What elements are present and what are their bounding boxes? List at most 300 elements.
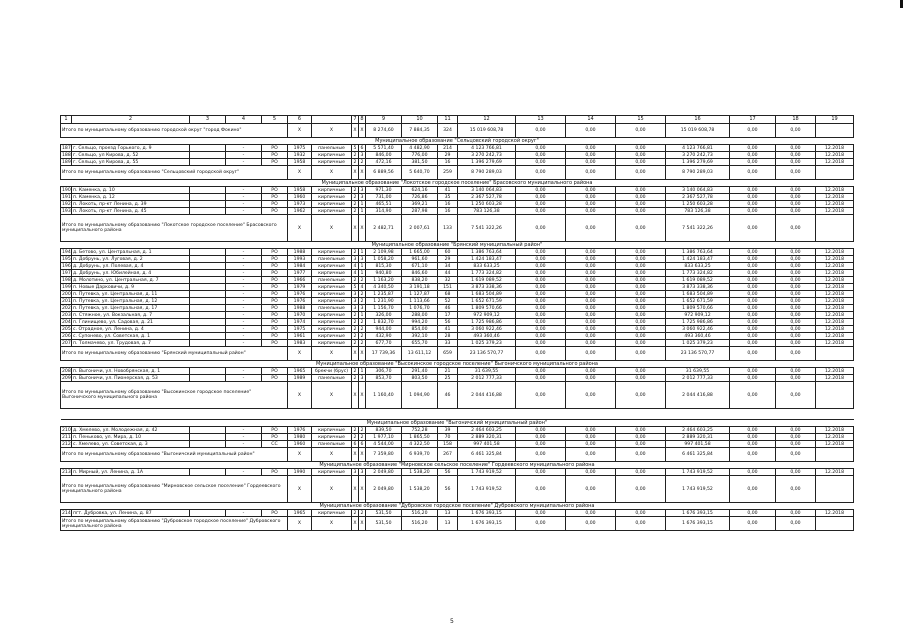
- table-cell: [190, 434, 226, 441]
- table-cell: 4 123 766,81: [458, 145, 516, 152]
- table-cell: 0,00: [776, 152, 816, 159]
- table-cell: 56: [438, 469, 458, 476]
- subtotal-cell: 7 884,35: [402, 124, 438, 138]
- table-cell: РО: [262, 270, 288, 277]
- table-cell: 0,00: [566, 277, 616, 284]
- table-cell: 1979: [288, 284, 312, 291]
- table-row: [61, 434, 854, 441]
- table-cell: 516,20: [402, 510, 438, 517]
- table-cell: 187: [62, 145, 71, 151]
- subtotal-label: Итого по муниципальному образованию "Дубровское городское поселение" Дубровского муниципального района: [61, 517, 288, 531]
- subtotal-cell: X: [288, 166, 312, 180]
- table-cell: 5 571,40: [366, 145, 402, 152]
- table-cell: 1976: [288, 291, 312, 298]
- table-cell: РО: [262, 326, 288, 333]
- table-cell: п. Путевка, ул. Центральная, д. 12: [72, 298, 190, 305]
- table-cell: 201: [62, 298, 71, 304]
- subtotal-cell: X: [359, 517, 366, 531]
- table-cell: 815,30: [366, 263, 402, 270]
- table-cell: 151: [438, 284, 458, 291]
- table-cell: [190, 145, 226, 152]
- table-cell: 3: [352, 469, 359, 476]
- table-cell: [190, 277, 226, 284]
- subtotal-cell: 0,00: [566, 476, 616, 503]
- table-cell: 493 360,46: [666, 333, 730, 340]
- subtotal-cell: 0,00: [566, 347, 616, 361]
- subtotal-cell: 0,00: [516, 166, 566, 180]
- header-cell: 18: [776, 116, 816, 124]
- table-cell: 0,00: [776, 375, 816, 382]
- table-cell: 0,00: [776, 270, 816, 277]
- table-cell: 16: [438, 201, 458, 208]
- table-cell: 0,00: [616, 326, 666, 333]
- subtotal-cell: 0,00: [566, 215, 616, 242]
- table-cell: 68: [438, 291, 458, 298]
- table-cell: 0,00: [730, 194, 776, 201]
- table-cell: п. Добрунь, ул. Луговая, д. 2: [72, 256, 190, 263]
- table-cell: [190, 298, 226, 305]
- table-cell: 0,00: [776, 145, 816, 152]
- table-cell: 0,00: [616, 208, 666, 215]
- table-cell: кирпичные: [312, 284, 352, 291]
- table-cell: 971,30: [366, 187, 402, 194]
- subtotal-cell: 324: [438, 124, 458, 138]
- table-cell: 0,00: [776, 434, 816, 441]
- subtotal-cell: X: [288, 124, 312, 138]
- table-cell: 0,00: [516, 469, 566, 476]
- table-cell: 0,00: [616, 441, 666, 448]
- table-cell: 0,00: [566, 249, 616, 256]
- table-row: [61, 249, 854, 256]
- subtotal-cell: X: [359, 448, 366, 462]
- table-cell: 0,00: [616, 201, 666, 208]
- table-cell: 206: [62, 333, 71, 339]
- table-cell: 1983: [288, 340, 312, 347]
- table-cell: -: [226, 145, 262, 152]
- municipality-heading-row: [61, 242, 854, 249]
- table-cell: 0,00: [730, 312, 776, 319]
- municipality-heading-row: [61, 361, 854, 368]
- table-cell: [190, 263, 226, 270]
- table-cell: 0,00: [566, 270, 616, 277]
- municipality-heading: Муниципальное образование "Высокинское городское поселение" Выгоничского муниципального района: [61, 361, 854, 368]
- table-cell: п. Пеньково, ул. Мира, д. 10: [72, 434, 190, 441]
- table-cell: кирпичные: [312, 187, 352, 194]
- table-cell: 2 464 603,25: [458, 427, 516, 434]
- subtotal-label: Итого по муниципальному образованию "Локотское городское поселение" Брасовского муниципального района: [61, 215, 288, 242]
- subtotal-cell: 1 676 393,15: [666, 517, 730, 531]
- table-cell: 1 665,00: [402, 249, 438, 256]
- table-cell: кирпичные: [312, 510, 352, 517]
- table-cell: 853,70: [366, 375, 402, 382]
- table-cell: 997 401,58: [458, 441, 516, 448]
- table-cell: 2: [352, 312, 359, 319]
- municipality-heading: Муниципальное образование "Локотское городское поселение" Брасовского муниципального района: [61, 180, 854, 187]
- subtotal-cell: [816, 517, 854, 531]
- subtotal-cell: 531,50: [366, 517, 402, 531]
- table-row: [61, 145, 854, 152]
- table-cell: -: [226, 187, 262, 194]
- table-cell: 0,00: [730, 263, 776, 270]
- table-cell: 381,50: [402, 159, 438, 166]
- table-cell: 158: [438, 441, 458, 448]
- table-cell: 0,00: [566, 159, 616, 166]
- table-cell: 1970: [288, 312, 312, 319]
- subtotal-cell: 0,00: [566, 448, 616, 462]
- table-cell: 204: [62, 319, 71, 325]
- table-cell: 1965: [288, 368, 312, 375]
- table-row: [61, 256, 854, 263]
- table-cell: РО: [262, 187, 288, 194]
- municipality-heading: Муниципальное образование "Дубровское городское поселение" Дубровского муниципального района: [61, 503, 854, 510]
- municipality-heading-row: [61, 420, 854, 427]
- table-cell: 0,00: [776, 256, 816, 263]
- subtotal-cell: 0,00: [566, 517, 616, 531]
- table-cell: 0,00: [616, 256, 666, 263]
- table-cell: п. Стяжное, ул. Вокзальная, д. 7: [72, 312, 190, 319]
- subtotal-cell: X: [352, 517, 359, 531]
- table-row: [61, 152, 854, 159]
- table-cell: 0,00: [616, 145, 666, 152]
- subtotal-cell: X: [312, 382, 352, 409]
- table-cell: [190, 201, 226, 208]
- table-cell: кирпичные: [312, 469, 352, 476]
- table-cell: 0,00: [616, 187, 666, 194]
- table-cell: 0,00: [516, 319, 566, 326]
- table-cell: 12.2018: [816, 194, 854, 201]
- table-cell: 0,00: [616, 277, 666, 284]
- table-cell: 1 977,10: [366, 434, 402, 441]
- table-cell: п. Выгоничи, ул. Новобрянская, д. 1: [72, 368, 190, 375]
- table-cell: 0,00: [616, 263, 666, 270]
- municipality-heading-row: [61, 462, 854, 469]
- table-cell: РО: [262, 201, 288, 208]
- table-cell: кирпичные: [312, 326, 352, 333]
- table-cell: 0,00: [616, 312, 666, 319]
- table-cell: 34: [438, 263, 458, 270]
- table-cell: 0,00: [566, 263, 616, 270]
- table-cell: -: [226, 256, 262, 263]
- subtotal-cell: X: [288, 448, 312, 462]
- subtotal-cell: 13: [438, 517, 458, 531]
- table-cell: 846,60: [402, 270, 438, 277]
- table-cell: 12.2018: [816, 510, 854, 517]
- table-cell: 44: [438, 270, 458, 277]
- table-cell: 3: [359, 256, 366, 263]
- spacer-cell: [61, 409, 854, 420]
- subtotal-cell: 1 676 393,15: [458, 517, 516, 531]
- table-cell: 392,10: [402, 333, 438, 340]
- table-cell: 997 401,58: [666, 441, 730, 448]
- table-cell: 0,00: [776, 298, 816, 305]
- table-cell: 1: [359, 312, 366, 319]
- table-cell: 31 639,55: [458, 368, 516, 375]
- table-cell: 0,00: [566, 208, 616, 215]
- table-cell: 1 743 919,52: [458, 469, 516, 476]
- table-cell: [190, 469, 226, 476]
- table-cell: 0,00: [616, 152, 666, 159]
- table-cell: д. Бетово, ул. Центральная, д. 1: [72, 249, 190, 256]
- table-cell: 3 191,18: [402, 284, 438, 291]
- table-cell: 0,00: [730, 145, 776, 152]
- table-cell: 1 683 504,89: [458, 291, 516, 298]
- subtotal-cell: 2 044 416,88: [666, 382, 730, 409]
- table-cell: 0,00: [566, 284, 616, 291]
- subtotal-cell: 1 538,20: [402, 476, 438, 503]
- table-cell: 752,28: [402, 427, 438, 434]
- table-cell: 2: [352, 152, 359, 159]
- table-cell: 12.2018: [816, 270, 854, 277]
- subtotal-row: [61, 382, 854, 409]
- table-cell: 0,00: [730, 427, 776, 434]
- table-cell: 1 538,20: [402, 469, 438, 476]
- table-cell: 0,00: [616, 284, 666, 291]
- subtotal-cell: X: [352, 124, 359, 138]
- table-cell: -: [226, 333, 262, 340]
- subtotal-cell: X: [288, 476, 312, 503]
- table-cell: [190, 291, 226, 298]
- table-cell: п. Локоть, пр-кт Ленина, д. 39: [72, 201, 190, 208]
- subtotal-cell: 0,00: [776, 448, 816, 462]
- table-cell: кирпичные: [312, 263, 352, 270]
- header-cell: [312, 116, 352, 124]
- table-cell: 0,00: [730, 208, 776, 215]
- subtotal-cell: 7 541 322,26: [666, 215, 730, 242]
- table-cell: 2: [359, 298, 366, 305]
- table-cell: -: [226, 326, 262, 333]
- table-cell: РО: [262, 340, 288, 347]
- table-row: [61, 326, 854, 333]
- table-cell: 0,00: [616, 291, 666, 298]
- table-cell: [190, 256, 226, 263]
- table-cell: 196: [62, 263, 71, 269]
- subtotal-cell: 0,00: [776, 517, 816, 531]
- table-cell: 2 889 320,31: [458, 434, 516, 441]
- table-cell: 41: [438, 326, 458, 333]
- table-cell: 0,00: [616, 434, 666, 441]
- subtotal-cell: 46: [438, 382, 458, 409]
- table-cell: 25: [438, 375, 458, 382]
- table-cell: 5: [352, 145, 359, 152]
- table-cell: 0,00: [730, 277, 776, 284]
- table-cell: 1: [359, 368, 366, 375]
- table-cell: 2: [352, 333, 359, 340]
- table-cell: РО: [262, 256, 288, 263]
- table-cell: 12.2018: [816, 326, 854, 333]
- table-cell: 6: [352, 441, 359, 448]
- table-cell: 31 639,55: [666, 368, 730, 375]
- table-cell: 3: [359, 194, 366, 201]
- table-cell: 1 809 570,66: [458, 305, 516, 312]
- table-cell: 1993: [288, 256, 312, 263]
- subtotal-cell: 8 790 289,03: [666, 166, 730, 180]
- table-cell: 0,00: [566, 319, 616, 326]
- subtotal-cell: 13 611,12: [402, 347, 438, 361]
- table-cell: -: [226, 152, 262, 159]
- table-cell: 4: [352, 263, 359, 270]
- table-cell: 0,00: [516, 145, 566, 152]
- table-cell: 0,00: [616, 340, 666, 347]
- table-cell: 0,00: [516, 194, 566, 201]
- table-cell: кирпичные: [312, 194, 352, 201]
- table-cell: 1961: [288, 333, 312, 340]
- subtotal-cell: 2 007,61: [402, 215, 438, 242]
- table-cell: 994,20: [402, 319, 438, 326]
- table-cell: 0,00: [730, 305, 776, 312]
- table-cell: 1976: [288, 298, 312, 305]
- table-cell: с. Хмелево, ул. Советская, д. 3: [72, 441, 190, 448]
- table-cell: 2: [359, 434, 366, 441]
- table-cell: 0,00: [616, 298, 666, 305]
- table-cell: 0,00: [776, 312, 816, 319]
- subtotal-cell: 15 019 608,78: [458, 124, 516, 138]
- subtotal-cell: 8 274,60: [366, 124, 402, 138]
- subtotal-cell: X: [312, 215, 352, 242]
- table-cell: -: [226, 249, 262, 256]
- table-cell: 0,00: [730, 187, 776, 194]
- table-cell: 12.2018: [816, 256, 854, 263]
- table-row: [61, 270, 854, 277]
- header-cell: 5: [262, 116, 288, 124]
- subtotal-cell: X: [288, 347, 312, 361]
- table-cell: 212: [62, 441, 71, 447]
- table-cell: п. Каменка, д. 10: [72, 187, 190, 194]
- table-cell: 2: [352, 319, 359, 326]
- table-cell: 12.2018: [816, 434, 854, 441]
- subtotal-cell: 0,00: [776, 166, 816, 180]
- table-cell: 0,00: [776, 187, 816, 194]
- table-cell: -: [226, 312, 262, 319]
- table-cell: 6: [359, 145, 366, 152]
- subtotal-label: Итого по муниципальному образованию "Сельцовский городской округ": [61, 166, 288, 180]
- municipality-heading-row: [61, 138, 854, 145]
- subtotal-cell: X: [288, 215, 312, 242]
- table-row: [61, 187, 854, 194]
- table-cell: 0,00: [730, 319, 776, 326]
- header-cell: 7: [353, 116, 357, 122]
- subtotal-cell: [816, 124, 854, 138]
- table-cell: 1990: [288, 469, 312, 476]
- table-cell: СС: [262, 441, 288, 448]
- table-cell: РО: [262, 194, 288, 201]
- table-cell: [190, 305, 226, 312]
- table-cell: 2 012 777,33: [666, 375, 730, 382]
- header-cell: 2: [72, 116, 190, 124]
- table-cell: 198: [62, 277, 71, 283]
- table-cell: [190, 159, 226, 166]
- table-cell: 209: [62, 375, 71, 381]
- table-cell: 12.2018: [816, 249, 854, 256]
- subtotal-row: [61, 448, 854, 462]
- table-row: [61, 208, 854, 215]
- table-cell: 29: [438, 152, 458, 159]
- table-cell: 1958: [288, 159, 312, 166]
- table-cell: -: [226, 291, 262, 298]
- header-cell: 4: [226, 116, 262, 124]
- table-cell: 1 652 671,59: [458, 298, 516, 305]
- table-cell: 1 743 919,52: [666, 469, 730, 476]
- table-cell: 0,00: [616, 305, 666, 312]
- table-cell: 16: [438, 159, 458, 166]
- table-cell: 0,00: [776, 510, 816, 517]
- table-cell: 531,50: [366, 510, 402, 517]
- subtotal-cell: 259: [438, 166, 458, 180]
- table-cell: РО: [262, 510, 288, 517]
- table-cell: 1 773 324,82: [458, 270, 516, 277]
- table-cell: 207: [62, 340, 71, 346]
- table-cell: 0,00: [776, 441, 816, 448]
- subtotal-cell: 0,00: [730, 448, 776, 462]
- subtotal-cell: X: [288, 517, 312, 531]
- table-cell: 12.2018: [816, 298, 854, 305]
- table-cell: РО: [262, 284, 288, 291]
- table-cell: 0,00: [566, 510, 616, 517]
- table-cell: 839,50: [366, 427, 402, 434]
- table-cell: 0,00: [730, 298, 776, 305]
- table-cell: 369,21: [402, 201, 438, 208]
- table-cell: 1988: [288, 305, 312, 312]
- table-row: [61, 291, 854, 298]
- table-cell: 0,00: [566, 291, 616, 298]
- table-cell: 783 126,38: [666, 208, 730, 215]
- subtotal-cell: X: [312, 347, 352, 361]
- table-row: [61, 333, 854, 340]
- subtotal-cell: 7 359,80: [366, 448, 402, 462]
- table-cell: 12.2018: [816, 368, 854, 375]
- table-cell: 1 652 671,59: [666, 298, 730, 305]
- table-cell: 39: [438, 427, 458, 434]
- subtotal-cell: 0,00: [776, 215, 816, 242]
- table-cell: кирпичные: [312, 152, 352, 159]
- table-cell: 199: [62, 284, 71, 290]
- subtotal-row: [61, 517, 854, 531]
- table-cell: 191: [62, 194, 71, 200]
- table-row: [61, 159, 854, 166]
- table-cell: 35: [438, 194, 458, 201]
- table-cell: 2 109,98: [366, 249, 402, 256]
- table-cell: 624,16: [402, 187, 438, 194]
- subtotal-cell: 1 094,90: [402, 382, 438, 409]
- table-cell: 0,00: [566, 375, 616, 382]
- table-cell: РО: [262, 333, 288, 340]
- table-cell: кирпичные: [312, 434, 352, 441]
- subtotal-cell: X: [352, 347, 359, 361]
- table-cell: с. Отрадное, ул. Ленина, д. 4: [72, 326, 190, 333]
- table-cell: [190, 510, 226, 517]
- table-cell: 1 386 763,64: [458, 249, 516, 256]
- table-row: [61, 277, 854, 284]
- table-cell: д. Добрунь, ул. Юбилейная, д. 4: [72, 270, 190, 277]
- table-cell: 1974: [288, 319, 312, 326]
- subtotal-cell: 0,00: [616, 124, 666, 138]
- table-cell: РО: [262, 375, 288, 382]
- table-cell: 306,70: [366, 368, 402, 375]
- subtotal-cell: X: [312, 476, 352, 503]
- municipality-heading: Муниципальное образование "Брянский муниципальный район": [61, 242, 854, 249]
- table-cell: 70: [438, 434, 458, 441]
- table-cell: 0,00: [616, 319, 666, 326]
- table-cell: 0,00: [516, 263, 566, 270]
- table-cell: 1932: [288, 152, 312, 159]
- table-cell: [190, 270, 226, 277]
- table-cell: -: [226, 319, 262, 326]
- table-cell: 0,00: [516, 333, 566, 340]
- table-cell: 1960: [288, 194, 312, 201]
- table-cell: 2 012 777,33: [458, 375, 516, 382]
- table-cell: кирпичные: [312, 319, 352, 326]
- table-cell: 3: [352, 291, 359, 298]
- table-cell: 1980: [288, 434, 312, 441]
